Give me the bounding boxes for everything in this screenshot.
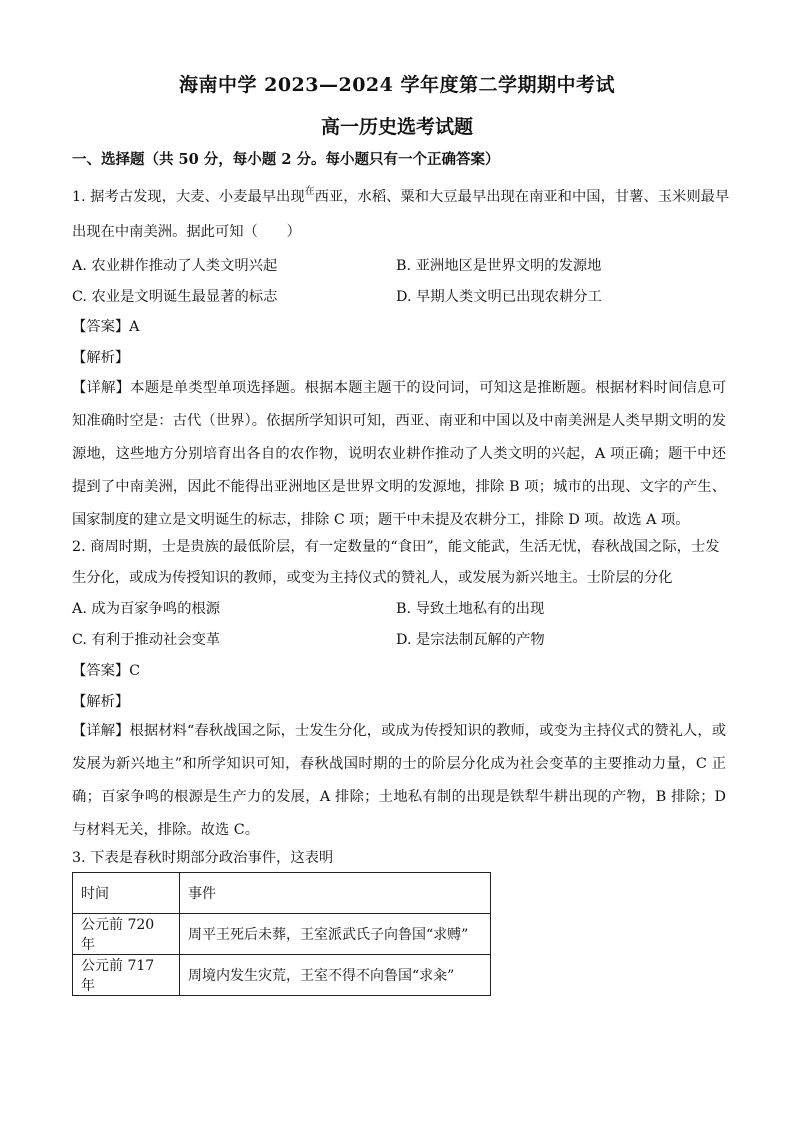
q2-option-b: B. 导致土地私有的出现 [396, 601, 545, 617]
q1-answer: 【答案】A [72, 319, 140, 335]
q1-stem-sup: 在 [304, 186, 315, 197]
q1-option-a: A. 农业耕作推动了人类文明兴起 [72, 258, 278, 274]
exam-subtitle: 高一历史选考试题 [320, 116, 473, 138]
q1-stem-line1 [72, 186, 729, 206]
table-cell: 公元前 717 年 [73, 955, 180, 996]
q1-stem-part-a: 1. 据考古发现，大麦、小麦最早出现 [72, 189, 305, 205]
q2-analysis-label: 【解析】 [72, 694, 130, 710]
table-row [73, 955, 491, 996]
q2-detail: 【详解】根据材料“春秋战国之际，士发生分化，或成为传授知识的教师，或变为主持仪式的赞礼人，或发展为新兴地主”和所学知识可知，春秋战国时期的士的阶层分化成为社会变革的主要推动力量，C 正确；百家争鸣的根源是生产力的发展，A 排除；土地私有制的出现是铁犁牛耕出现的产物，B 排除；D 与材料无关，排除。故选 C。 [72, 723, 726, 838]
q1-option-d: D. 早期人类文明已出现农耕分工 [396, 289, 602, 305]
q2-option-a: A. 成为百家争鸣的根源 [72, 601, 221, 617]
table-header-cell: 事件 [180, 873, 491, 914]
q1-stem-line2: 出现在中南美洲。据此可知（ ） [72, 224, 301, 240]
q1-analysis-label: 【解析】 [72, 350, 130, 366]
q3-stem: 3. 下表是春秋时期部分政治事件，这表明 [72, 850, 334, 866]
section-heading: 一、选择题（共 50 分，每小题 2 分。每小题只有一个正确答案） [72, 151, 500, 168]
q2-option-c: C. 有利于推动社会变革 [72, 632, 221, 648]
q1-option-b: B. 亚洲地区是世界文明的发源地 [396, 258, 602, 274]
q2-stem-line2: 生分化，或成为传授知识的教师，或变为主持仪式的赞礼人，或发展为新兴地主。士阶层的分化 [72, 570, 673, 586]
q1-option-c: C. 农业是文明诞生最显著的标志 [72, 289, 278, 305]
exam-title: 海南中学 2023—2024 学年度第二学期期中考试 [179, 74, 615, 96]
q2-answer: 【答案】C [72, 663, 141, 679]
table-cell: 周平王死后未葬，王室派武氏子向鲁国“求赙” [180, 914, 491, 955]
q2-option-d: D. 是宗法制瓦解的产物 [396, 632, 545, 648]
q1-stem-part-b: 西亚，水稻、粟和大豆最早出现在南亚和中国，甘薯、玉米则最早 [314, 189, 730, 205]
events-table [72, 872, 491, 996]
table-header-cell: 时间 [73, 873, 180, 914]
q1-detail: 【详解】本题是单类型单项选择题。根据本题主题干的设问词，可知这是推断题。根据材料时间信息可知准确时空是：古代（世界）。依据所学知识可知，西亚、南亚和中国以及中南美洲是人类早期文明的发源地，这些地方分别培育出各自的农作物，说明农业耕作推动了人类文明的兴起，A 项正确；题干中还提到了中南美洲，因此不能得出亚洲地区是世界文明的发源地，排除 B 项；城市的出现、文字的产生、国家制度的建立是文明诞生的标志，排除 C 项；题干中未提及农耕分工，排除 D 项。故选 A 项。 [72, 380, 726, 528]
q2-stem-line1: 2. 商周时期，士是贵族的最低阶层，有一定数量的“食田”，能文能武，生活无忧，春秋战国之际，士发 [72, 539, 720, 555]
table-cell: 周境内发生灾荒，王室不得不向鲁国“求籴” [180, 955, 491, 996]
table-row [73, 914, 491, 955]
table-header-row [73, 873, 491, 914]
table-cell: 公元前 720 年 [73, 914, 180, 955]
